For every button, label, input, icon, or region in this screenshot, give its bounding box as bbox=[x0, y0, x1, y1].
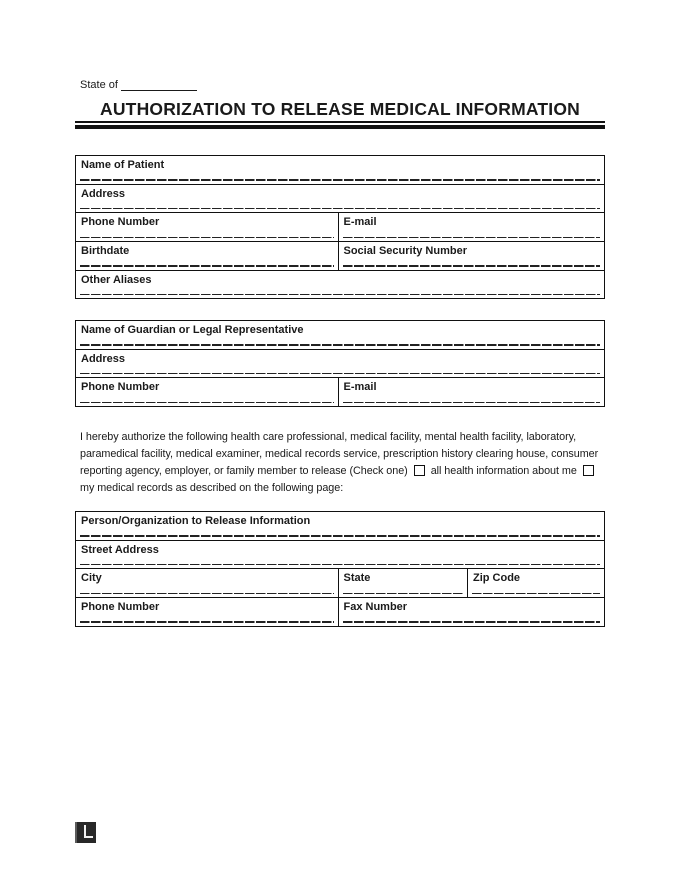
field-label: Birthdate bbox=[81, 245, 130, 258]
write-in-line[interactable] bbox=[80, 344, 600, 345]
field-label: Person/Organization to Release Information bbox=[81, 515, 311, 527]
field-label: Other Aliases bbox=[81, 273, 152, 286]
field-street-address bbox=[76, 541, 604, 569]
write-in-line[interactable] bbox=[343, 237, 601, 238]
field-name-of-patient bbox=[76, 156, 604, 184]
field-label: E-mail bbox=[343, 216, 377, 229]
field-state bbox=[338, 569, 468, 597]
field-release-org bbox=[76, 512, 604, 540]
field-fax-number bbox=[338, 598, 605, 626]
write-in-line[interactable] bbox=[80, 265, 334, 266]
write-in-line[interactable] bbox=[80, 373, 600, 374]
field-label: Phone Number bbox=[81, 381, 160, 394]
release-org-table bbox=[75, 511, 605, 627]
patient-info-table bbox=[75, 155, 605, 299]
field-label: Address bbox=[81, 187, 126, 200]
field-patient-email bbox=[338, 213, 605, 241]
write-in-line[interactable] bbox=[80, 294, 600, 295]
table-row bbox=[76, 568, 604, 597]
letter-l-icon bbox=[84, 825, 93, 838]
option-medical-records-label: my medical records as described on the following page: bbox=[80, 482, 344, 494]
table-row bbox=[76, 597, 604, 626]
field-zip-code bbox=[467, 569, 604, 597]
table-row bbox=[76, 184, 604, 213]
state-of-label: State of bbox=[80, 79, 118, 91]
write-in-line[interactable] bbox=[80, 237, 334, 238]
form-title: AUTHORIZATION TO RELEASE MEDICAL INFORMATION bbox=[100, 99, 580, 119]
write-in-line[interactable] bbox=[80, 402, 334, 403]
write-in-line[interactable] bbox=[472, 593, 600, 594]
table-row bbox=[76, 321, 604, 349]
guardian-info-table bbox=[75, 320, 605, 407]
table-row bbox=[76, 512, 604, 540]
field-label: State bbox=[343, 572, 371, 585]
state-of-row bbox=[80, 78, 197, 91]
field-label: Phone Number bbox=[81, 216, 160, 229]
field-label: E-mail bbox=[343, 381, 377, 394]
checkbox-my-medical-records[interactable] bbox=[583, 465, 594, 476]
field-city bbox=[76, 569, 338, 597]
write-in-line[interactable] bbox=[343, 621, 601, 622]
field-guardian-phone bbox=[76, 378, 338, 406]
field-label: Street Address bbox=[81, 543, 159, 556]
write-in-line[interactable] bbox=[343, 402, 601, 403]
write-in-line[interactable] bbox=[80, 621, 334, 622]
table-row bbox=[76, 241, 604, 270]
field-guardian-name bbox=[76, 321, 604, 349]
table-row bbox=[76, 377, 604, 406]
field-label: Zip Code bbox=[473, 572, 521, 585]
field-label: Social Security Number bbox=[343, 245, 467, 258]
title-rule bbox=[75, 121, 605, 129]
authorization-clause bbox=[80, 429, 603, 497]
field-label: Fax Number bbox=[343, 601, 408, 614]
field-patient-phone bbox=[76, 213, 338, 241]
write-in-line[interactable] bbox=[80, 593, 334, 594]
field-label: City bbox=[81, 572, 102, 585]
legal-templates-logo bbox=[75, 822, 96, 843]
table-row bbox=[76, 349, 604, 378]
field-ssn bbox=[338, 242, 605, 270]
field-release-phone bbox=[76, 598, 338, 626]
write-in-line[interactable] bbox=[80, 564, 600, 565]
checkbox-all-health-information[interactable] bbox=[414, 465, 425, 476]
field-patient-address bbox=[76, 185, 604, 213]
field-label: Address bbox=[81, 352, 126, 365]
table-row bbox=[76, 156, 604, 184]
write-in-line[interactable] bbox=[343, 593, 464, 594]
table-row bbox=[76, 270, 604, 299]
table-row bbox=[76, 540, 604, 569]
write-in-line[interactable] bbox=[80, 179, 600, 180]
field-label: Name of Patient bbox=[81, 159, 165, 171]
write-in-line[interactable] bbox=[343, 265, 601, 266]
write-in-line[interactable] bbox=[80, 208, 600, 209]
field-label: Phone Number bbox=[81, 601, 160, 614]
field-other-aliases bbox=[76, 271, 604, 299]
option-all-health-label: all health information about me bbox=[430, 465, 577, 477]
state-of-blank-line[interactable] bbox=[121, 78, 197, 91]
field-guardian-email bbox=[338, 378, 605, 406]
clause-text: I hereby authorize the following health care professional, medical facility, mental health facility, laboratory, paramedical facility, medical examiner, medical records service, prescription history clearing house, consumer reporting agency, employer, or family member to release (Check one) bbox=[80, 431, 599, 477]
field-label: Name of Guardian or Legal Representative bbox=[81, 324, 304, 336]
field-guardian-address bbox=[76, 350, 604, 378]
write-in-line[interactable] bbox=[80, 535, 600, 536]
field-birthdate bbox=[76, 242, 338, 270]
table-row bbox=[76, 212, 604, 241]
